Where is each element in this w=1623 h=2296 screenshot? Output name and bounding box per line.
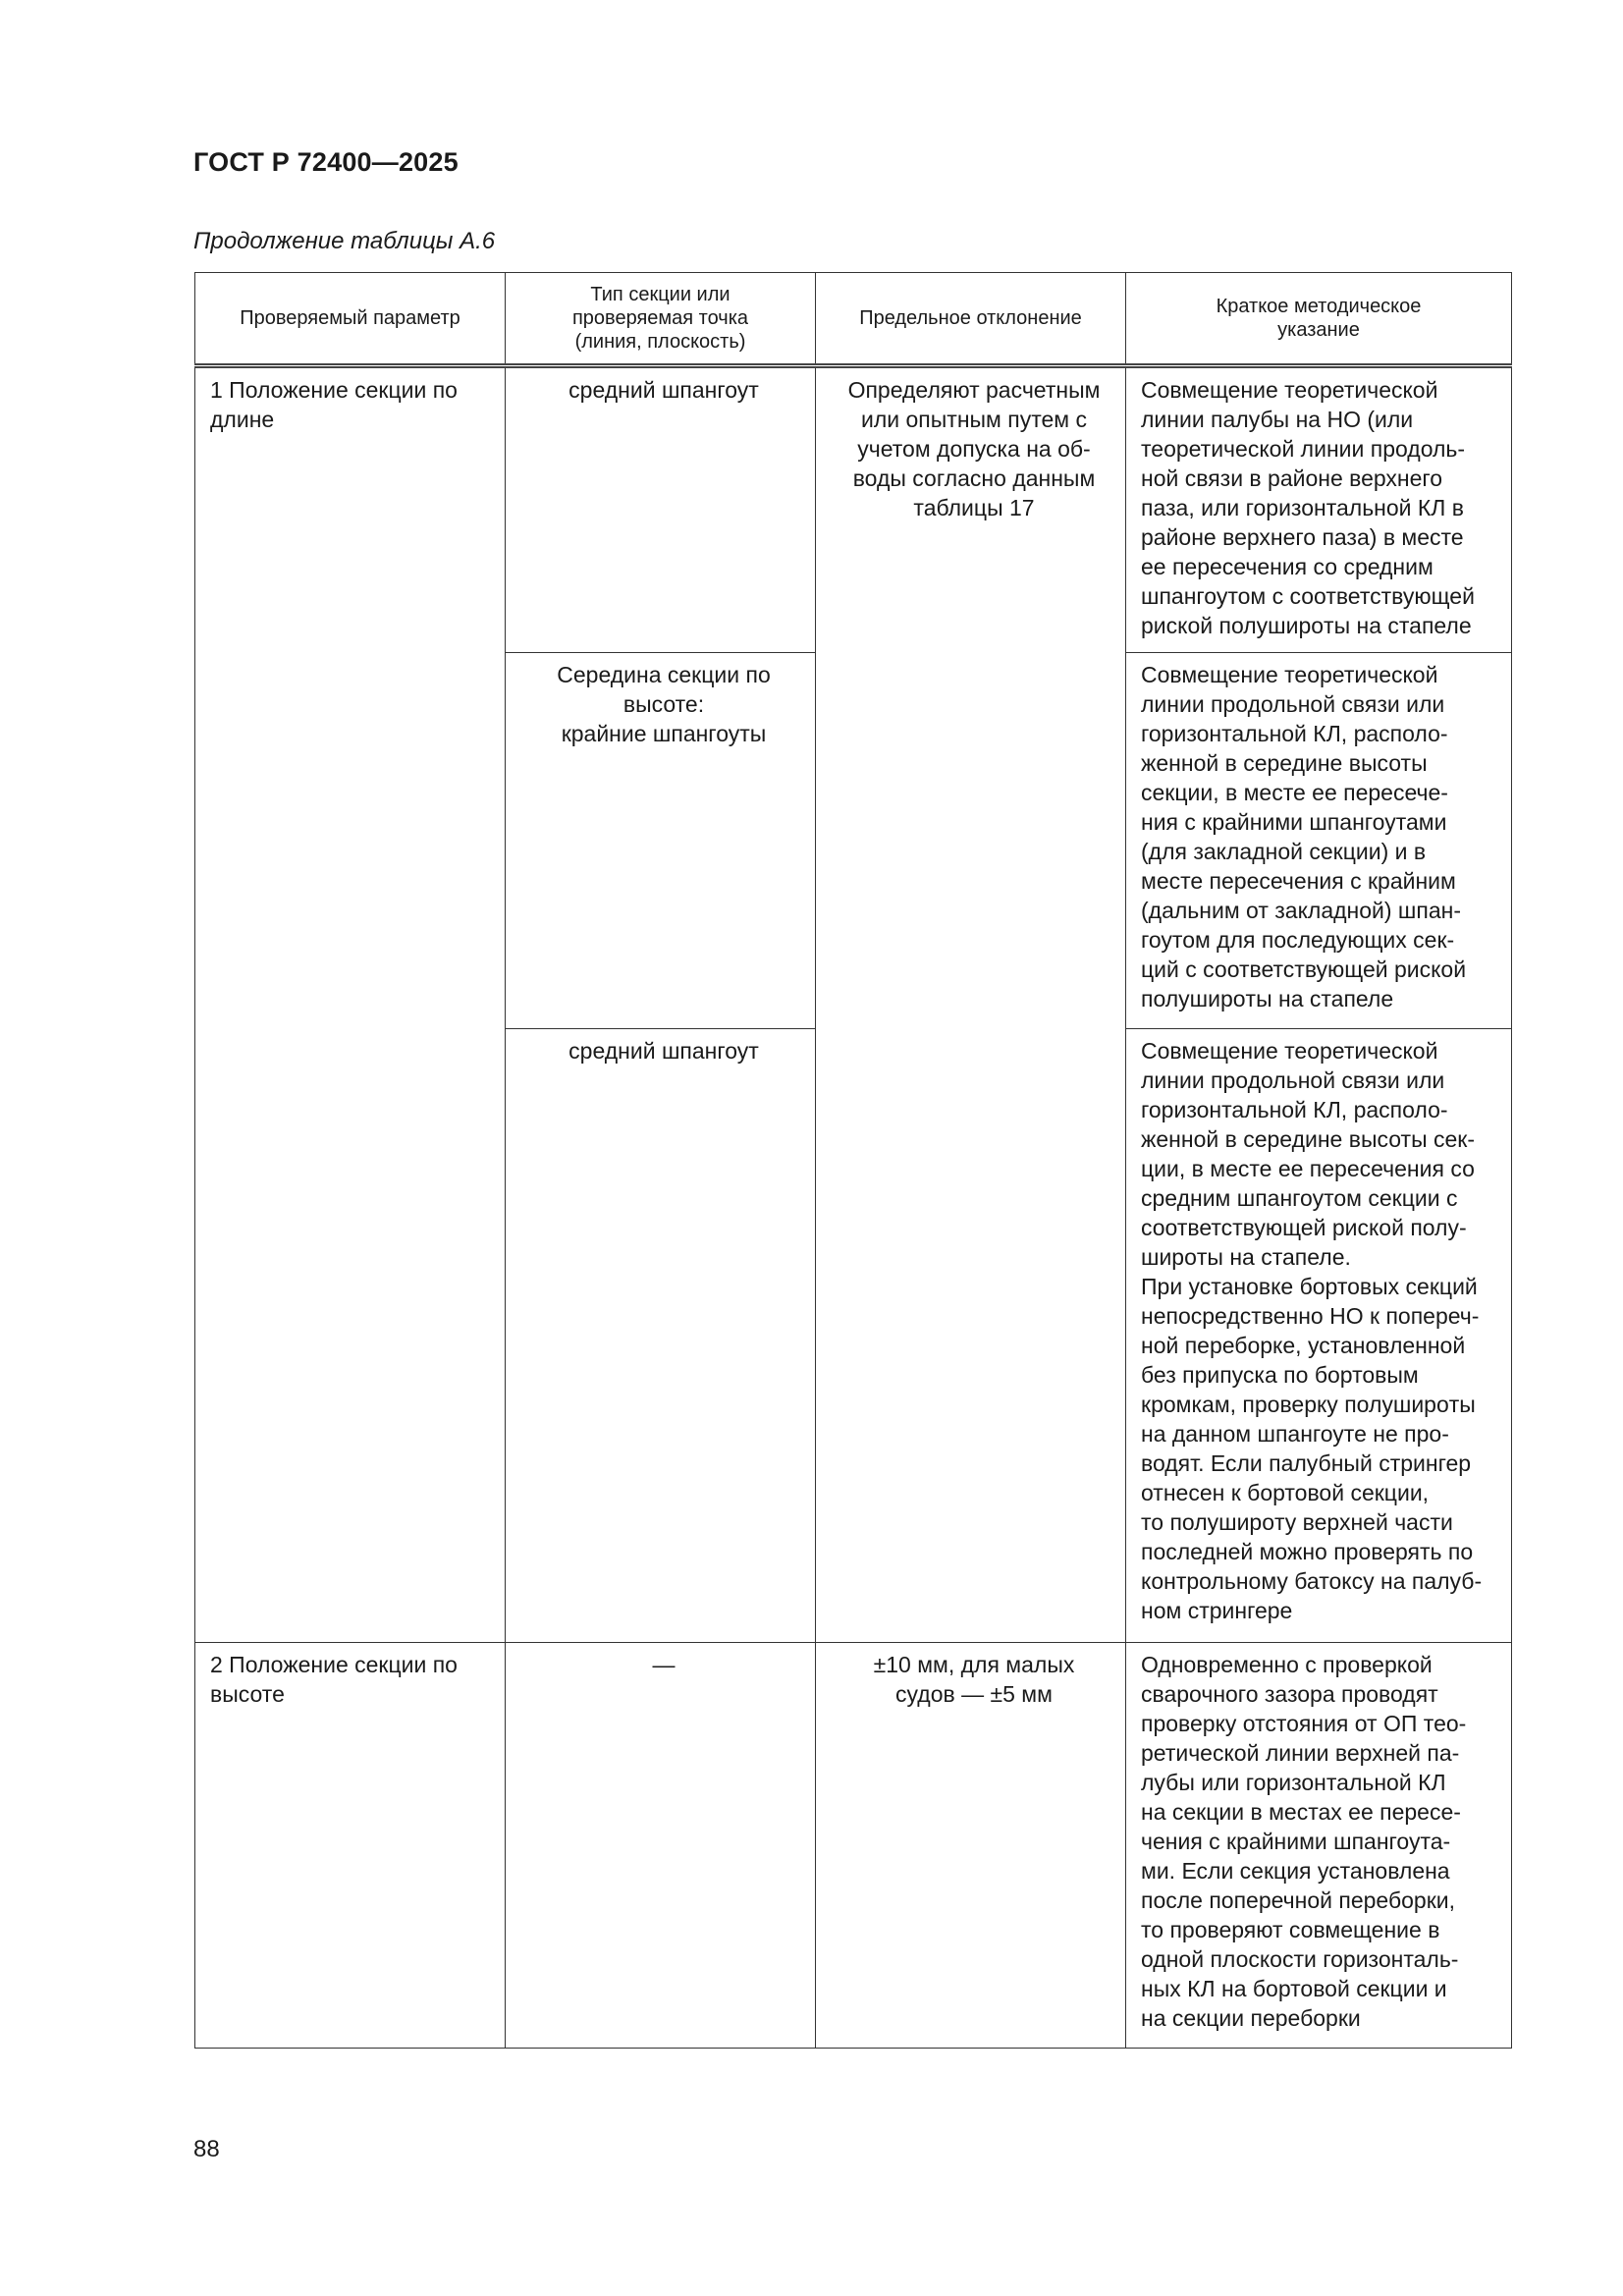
- instruction-cell: [1126, 366, 1512, 653]
- section-type-text: средний шпангоут: [568, 1038, 759, 1064]
- instruction-text: Совмещение теоретической линии продольной связи или горизонтальной КЛ, располо- женной в середине высоты сек- ции, в месте ее пересечения со средним шпангоутом секции с соответствующей риской полу- ширoты на стапеле. При установке бортовых секций непосредственно НО к попереч- ной переборке, установленной без припуска по бортовым кромкам, проверку полуширoты на данном шпангоуте не про- водят. Если палубный стрингер отнесен к бортовой секции, то полуширoту верхней части последней можно проверять по контрольному батоксу на палуб- ном стрингере: [1141, 1038, 1483, 1623]
- column-header-tolerance: Предельное отклонение: [816, 273, 1126, 366]
- tolerance-cell: [816, 366, 1126, 1643]
- table-row: [195, 366, 1512, 653]
- instruction-text: Совмещение теоретической линии палубы на НО (или теоретической линии продоль- ной связи в районе верхнего паза, или горизонтальной КЛ в районе верхнего паза) в месте ее пересечения со средним шпангоутом с соответствующей риской полуширoты на стапеле: [1141, 377, 1475, 638]
- parameter-cell: [195, 1643, 506, 2049]
- table-caption: Продолжение таблицы А.6: [193, 228, 496, 254]
- column-header-parameter: Проверяемый параметр: [195, 273, 506, 366]
- page-number: 88: [193, 2136, 220, 2162]
- column-header-instruction: Краткое методическое указание: [1126, 273, 1512, 366]
- instruction-text: Одновременно с проверкой сварочного зазора проводят проверку отстояния от ОП тео- ретической линии верхней па- лубы или горизонтальной КЛ на секции в местах ее пересе- чения с крайними шпангоута- ми. Если секция установлена после поперечной переборки, то проверяют совмещение в одной плоскости горизонталь- ных КЛ на бортовой секции и на секции переборки: [1141, 1652, 1467, 2031]
- section-type-cell: [506, 1643, 816, 2049]
- instruction-cell: [1126, 1029, 1512, 1643]
- column-header-section-type: Тип секции или проверяемая точка (линия, плоскость): [506, 273, 816, 366]
- table-row: [195, 1643, 1512, 2049]
- parameter-text: 2 Положение секции по высоте: [210, 1652, 458, 1707]
- parameter-text: 1 Положение секции по длине: [210, 377, 458, 432]
- table-header-row: [195, 273, 1512, 366]
- document-header: ГОСТ Р 72400—2025: [193, 147, 459, 177]
- instruction-text: Совмещение теоретической линии продольной связи или горизонтальной КЛ, располо- женной в середине высоты секции, в месте ее пересече- ния с крайними шпангоутами (для закладной секции) и в месте пересечения с крайним (дальним от закладной) шпан- гоутом для последующих сек- ций с соответствующей риской полуширoты на стапеле: [1141, 662, 1467, 1011]
- section-type-cell: [506, 1029, 816, 1643]
- instruction-cell: [1126, 653, 1512, 1029]
- parameter-cell: [195, 366, 506, 1643]
- section-type-text: средний шпангоут: [568, 377, 759, 403]
- section-type-cell: [506, 366, 816, 653]
- instruction-cell: [1126, 1643, 1512, 2049]
- section-type-text: —: [652, 1652, 676, 1677]
- section-type-cell: [506, 653, 816, 1029]
- tolerance-table: [194, 272, 1512, 2049]
- tolerance-cell: [816, 1643, 1126, 2049]
- section-type-text: Середина секции по высоте: крайние шпангоуты: [557, 662, 771, 746]
- tolerance-text: ±10 мм, для малых судов — ±5 мм: [873, 1652, 1075, 1707]
- tolerance-text: Определяют расчетным или опытным путем с учетом допуска на об- воды согласно данным таблицы 17: [847, 377, 1101, 520]
